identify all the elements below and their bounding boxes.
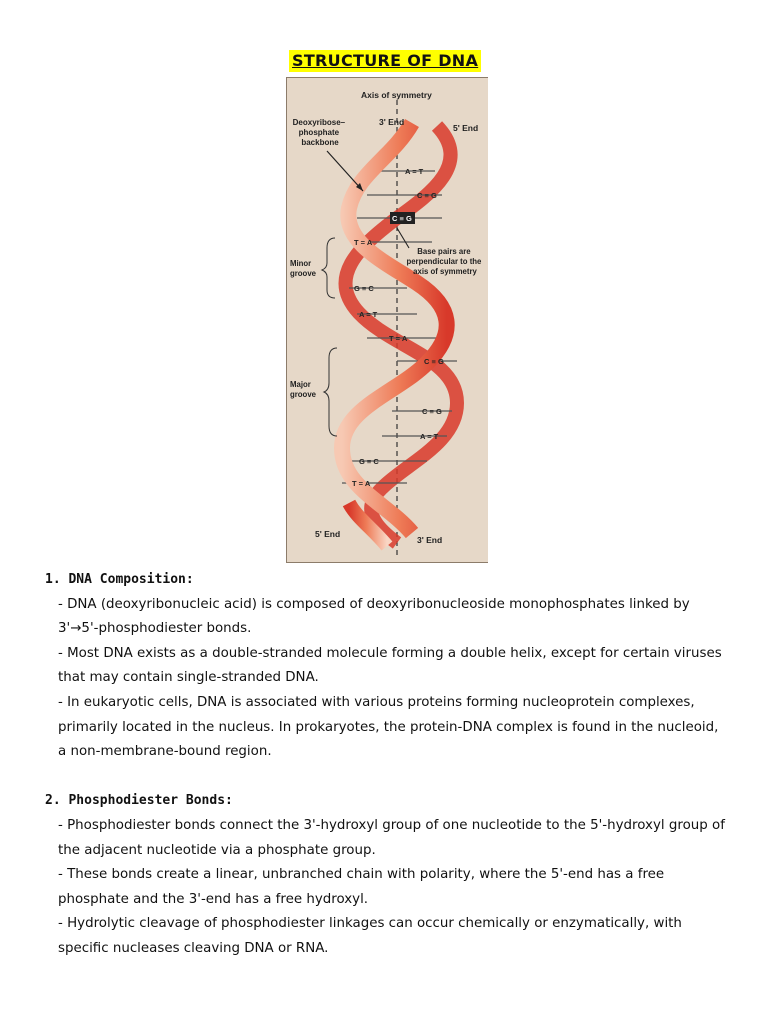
section-heading-text: DNA Composition	[68, 572, 186, 587]
end-label-5-bottom: 5' End	[315, 529, 341, 539]
note-arrow	[397, 228, 409, 248]
section-heading: 2. Phosphodiester Bonds:	[45, 793, 233, 809]
paragraph: - These bonds create a linear, unbranched chain with polarity, where the 5'-end has a free phosphate and the 3'-end has a free hydroxyl.	[58, 867, 665, 907]
major-groove-label	[290, 380, 317, 399]
bp-label: A = T	[359, 310, 378, 319]
base-pair-note	[406, 247, 483, 276]
backbone-line: Deoxyribose–	[292, 118, 346, 127]
section-phosphodiester-bonds	[45, 789, 725, 961]
section-heading: 1. DNA Composition:	[45, 572, 194, 587]
bp-label: C ≡ G	[422, 407, 442, 416]
bp-label: G ≡ C	[354, 284, 374, 293]
document-body	[45, 568, 725, 962]
bp-label: G ≡ C	[359, 457, 379, 466]
note-line: Base pairs are	[417, 247, 471, 256]
paragraph: - Phosphodiester bonds connect the 3'-hydroxyl group of one nucleotide to the 5'-hydroxyl group of the adjacent nucleotide via a phosphate group.	[58, 817, 725, 858]
bp-label: T = A	[389, 334, 408, 343]
note-line: perpendicular to the	[406, 257, 482, 266]
bp-label: T = A	[352, 479, 371, 488]
section-number: 2.	[45, 793, 61, 809]
backbone-line: phosphate	[298, 128, 340, 137]
end-label-3-top: 3' End	[379, 117, 405, 127]
backbone-line: backbone	[301, 138, 339, 147]
page-title: STRUCTURE OF DNA	[289, 50, 481, 72]
groove-line: groove	[290, 269, 316, 278]
bp-label: T = A	[354, 238, 373, 247]
section-spacer	[45, 765, 725, 790]
bp-label: A = T	[420, 432, 439, 441]
groove-line: groove	[290, 390, 316, 399]
backbone-arrow	[327, 151, 363, 191]
section-dna-composition	[45, 568, 725, 765]
section-number: 1.	[45, 572, 61, 587]
end-label-5-top: 5' End	[453, 123, 479, 133]
groove-line: Minor	[290, 259, 312, 268]
dna-helix-figure	[286, 77, 488, 563]
minor-groove-label	[290, 259, 317, 278]
bp-label: C ≡ G	[392, 214, 412, 223]
groove-line: Major	[290, 380, 311, 389]
bp-label: A = T	[405, 167, 424, 176]
paragraph: - In eukaryotic cells, DNA is associated with various proteins forming nucleoprotein complexes, primarily located in the nucleus. In prokaryotes, the protein-DNA complex is found in the nucleoid, a non-membrane-bound region.	[58, 694, 719, 760]
end-label-3-bottom: 3' End	[417, 535, 443, 545]
paragraph: - Hydrolytic cleavage of phosphodiester linkages can occur chemically or enzymatically, with specific nucleases cleaving DNA or RNA.	[58, 916, 682, 956]
paragraph: - DNA (deoxyribonucleic acid) is composed of deoxyribonucleoside monophosphates linked by 3'→5'-phosphodiester bonds.	[58, 596, 690, 637]
major-groove-brace	[324, 348, 337, 436]
paragraph: - Most DNA exists as a double-stranded molecule forming a double helix, except for certain viruses that may contain single-stranded DNA.	[58, 645, 722, 686]
note-line: axis of symmetry	[413, 267, 477, 276]
bp-label: C ≡ G	[424, 357, 444, 366]
dna-helix-diagram	[287, 78, 489, 564]
section-heading-text: Phosphodiester Bonds	[68, 793, 226, 809]
minor-groove-brace	[322, 238, 335, 298]
bp-label: C ≡ G	[417, 191, 437, 200]
axis-label: Axis of symmetry	[361, 90, 432, 100]
backbone-label	[293, 118, 348, 147]
